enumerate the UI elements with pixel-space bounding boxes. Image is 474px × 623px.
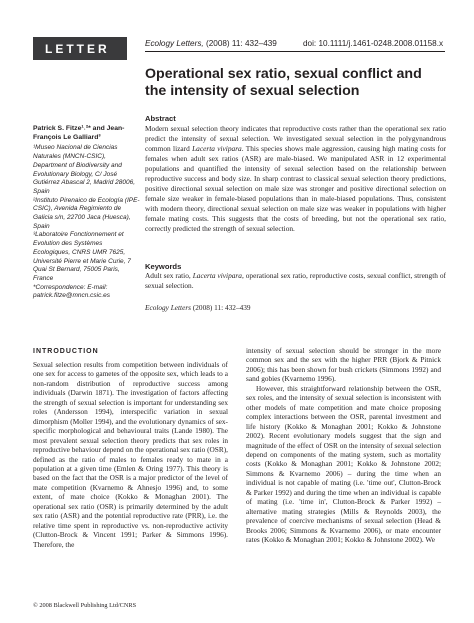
- author-names: Patrick S. Fitze¹˒²* and Jean-François Le Galliard³: [33, 125, 125, 141]
- affiliation-3: ³Laboratoire Fonctionnement et Evolution des Systèmes Ecologiques, CNRS UMR 7625, Université Pierre et Marie Curie, 7 Quai St Bernard, 75005 Paris, France: [33, 231, 131, 282]
- section-label: LETTER: [33, 37, 127, 60]
- abstract-text: Modern sexual selection theory indicates that reproductive costs rather than the operational sex ratio predict the intensity of sexual selection. We investigated sexual selection in the polygynandrous common lizard Lacerta vivipara. This species shows male aggression, causing high mating costs for females when adult sex ratios (ASR) are male-biased. We manipulated ASR in 12 experimental populations and quantified the intensity of sexual selection based on the relationship between reproductive success and body size. In sharp contrast to classical sexual selection theory predictions, positive directional sexual selection on male size was stronger and positive directional selection on female size weaker in female-biased populations than in male-biased populations. Thus, consistent with modern theory, directional sexual selection on male size was weaker in populations with higher female mating costs. This suggests that the costs of breeding, but not the operational sex ratio, correctly predicted the strength of sexual selection.: [145, 124, 447, 234]
- citation-line: [145, 303, 251, 312]
- body-column-right: [246, 346, 441, 545]
- article-title: Operational sex ratio, sexual conflict and the intensity of sexual selection: [145, 66, 422, 99]
- affiliation-2: ²Instituto Pirenaico de Ecología (IPE-CSIC), Avenida Regimiento de Galicia s/n, 22700 Jaca (Huesca), Spain: [33, 196, 140, 230]
- body-column-left: [33, 360, 228, 549]
- running-header-journal: [145, 39, 277, 48]
- paragraph: Sexual selection results from competition between individuals of one sex for access to gametes of the opposite sex, which leads to a non-random distribution of reproductive success among individuals (Darwin 1871). The investigation of factors affecting the strength of sexual selection is important for understanding sex roles (Andersson 1994), interspecific variation in sexual dimorphism (Moller 1994), and the evolutionary dynamics of sex-specific morphological and behavioural traits (Lande 1980). The most prevalent sexual selection theory predicts that sex roles in reproductive behaviour depend on the operational sex ratio (OSR), defined as the ratio of males to females ready to mate in a population at a given time (Emlen & Oring 1977). This theory is based on the fact that the OSR is a major predictor of the level of mate competition (Kvarnemo & Ahnesjo 1996) and, to some extent, of mate choice (Kokko & Monaghan 2001). The operational sex ratio (OSR) is primarily determined by the adult sex ratio (ASR) and the potential reproductive rate (PRR), i.e. the relative time spent in reproductive vs. non-reproductive activity (Clutton-Brock & Vincent 1991; Parker & Simmons 1996). Therefore, the: [33, 360, 228, 549]
- species-name: Lacerta vivipara: [192, 144, 242, 154]
- journal-year-volume: (2008) 11: 432–439: [203, 39, 277, 48]
- keywords-heading: Keywords: [145, 262, 182, 271]
- doi[interactable]: doi: 10.1111/j.1461-0248.2008.01158.x: [303, 39, 444, 48]
- introduction-heading: INTRODUCTION: [33, 348, 99, 355]
- copyright-footer: © 2008 Blackwell Publishing Ltd/CNRS: [33, 602, 137, 609]
- abstract-heading: Abstract: [145, 114, 176, 123]
- author-block: [33, 125, 141, 301]
- species-name: Lacerta vivipara: [192, 271, 242, 280]
- keywords-text: Adult sex ratio, Lacerta vivipara, operational sex ratio, reproductive costs, sexual conflict, strength of sexual selection.: [145, 271, 446, 291]
- citation-journal: Ecology Letters: [145, 303, 192, 312]
- journal-name: Ecology Letters,: [145, 39, 204, 48]
- paragraph: However, this straightforward relationship between the OSR, sex roles, and the intensity of sexual selection is inconsistent with other models of mate competition and mate choice proposing complex interactions between the OSR, parental investment and life history (Kokko & Monaghan 2001; Kokko & Johnstone 2002). Recent evolutionary models suggest that the sign and magnitude of the effect of OSR on the intensity of sexual selection depend on components of the mating system, such as mortality costs (Kokko & Monaghan 2001; Kokko & Johnstone 2002; Simmons & Kvarnemo 2006) – during the time when an individual is not capable of mating (i.e. 'time out', Clutton-Brock & Parker 1992) and during the time when an individual is capable of mating (i.e. 'time in', Clutton-Brock & Parker 1992) – alternative mating strategies (Mills & Reynolds 2003), the prevalence of coercive mechanisms of sexual selection (Head & Brooks 2006; Simmons & Kvarnemo 2006), or mate encounter rates (Kokko & Monaghan 2001; Kokko & Johnstone 2002). We: [246, 383, 441, 545]
- correspondence: *Correspondence: E-mail: patrick.fitze@mncn.csic.es: [33, 283, 111, 300]
- header-rule: [145, 51, 445, 52]
- affiliation-1: ¹Museo Nacional de Ciencias Naturales (MNCN-CSIC), Department of Biodiversity and Evolutionary Biology, C/ José Gutiérrez Abascal 2, Madrid 28006, Spain: [33, 144, 136, 195]
- citation-rest: (2008) 11: 432–439: [191, 303, 251, 312]
- paragraph: intensity of sexual selection should be stronger in the more common sex and the sex with the higher PRR (Bjork & Pitnick 2006); this has been shown for bush crickets (Simmons 1992) and sand gobies (Kvarnemo 1996).: [246, 346, 441, 384]
